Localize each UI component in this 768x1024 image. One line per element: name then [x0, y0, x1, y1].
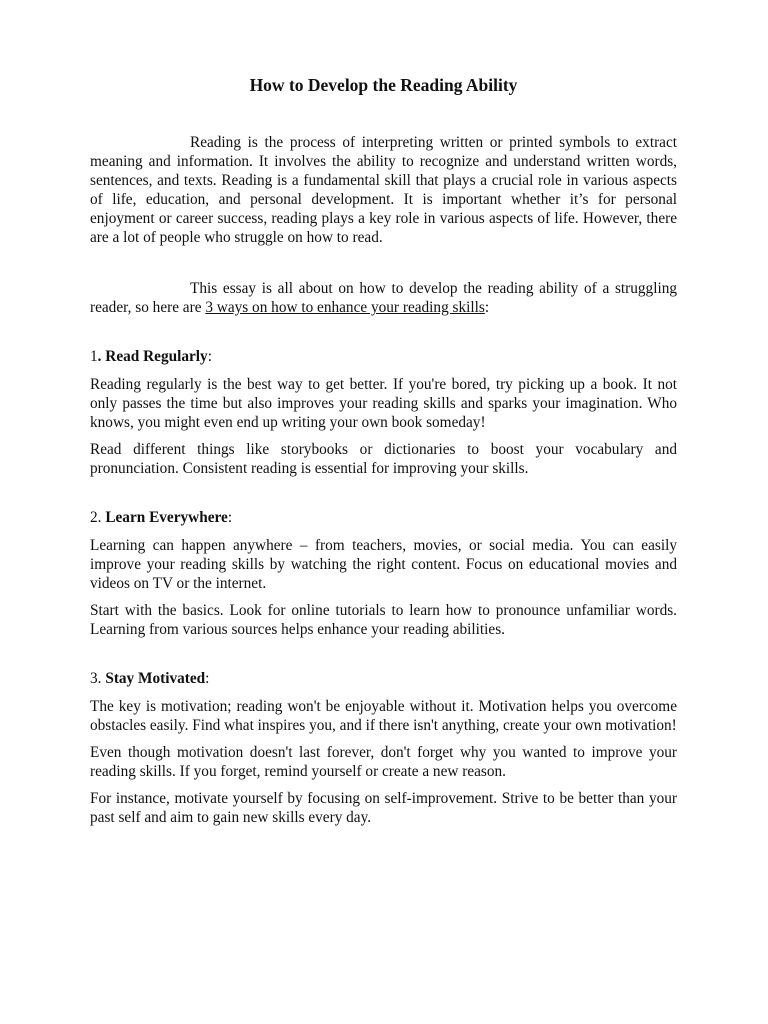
- thesis-underlined-text: 3 ways on how to enhance your reading skills: [205, 299, 485, 316]
- section-paragraph: Reading regularly is the best way to get better. If you're bored, try picking up a book. It not only passes the time but also improves your reading skills and sparks your imagination. Who knows, you might even end up writing your own book someday!: [90, 376, 677, 431]
- section-colon: :: [207, 348, 212, 365]
- section-title: Learn Everywhere: [105, 509, 228, 526]
- section-paragraph: Read different things like storybooks or dictionaries to boost your vocabulary and pronunciation. Consistent reading is essential for improving your skills.: [90, 441, 677, 477]
- section-title: Stay Motivated: [105, 670, 206, 687]
- document-page: [90, 74, 677, 835]
- section-number: 3.: [90, 670, 102, 687]
- section-colon: :: [205, 670, 210, 687]
- section-paragraph: Start with the basics. Look for online tutorials to learn how to pronounce unfamiliar words. Learning from various sources helps enhance your reading abilities.: [90, 602, 677, 638]
- section-title: . Read Regularly: [97, 348, 208, 365]
- thesis-text: This essay is all about on how to develop the reading ability of a struggling reader, so here are: [90, 280, 677, 316]
- intro-paragraph: Reading is the process of interpreting written or printed symbols to extract meaning and information. It involves the ability to recognize and understand written words, sentences, and texts. Reading is a fundamental skill that plays a crucial role in various aspects of life, education, and personal development. It is important whether it’s for personal enjoyment or career success, reading plays a key role in various aspects of life. However, there are a lot of people who struggle on how to read.: [90, 134, 677, 246]
- section-heading-read-regularly: [90, 347, 677, 366]
- thesis-paragraph: [90, 279, 677, 317]
- section-heading-learn-everywhere: [90, 508, 677, 527]
- section-paragraph: Even though motivation doesn't last forever, don't forget why you wanted to improve your reading skills. If you forget, remind yourself or create a new reason.: [90, 744, 677, 780]
- section-heading-stay-motivated: [90, 669, 677, 688]
- document-title: How to Develop the Reading Ability: [249, 75, 518, 95]
- section-number: 2.: [90, 509, 102, 526]
- section-paragraph: For instance, motivate yourself by focusing on self-improvement. Strive to be better than your past self and aim to gain new skills every day.: [90, 790, 677, 826]
- section-paragraph: Learning can happen anywhere – from teachers, movies, or social media. You can easily improve your reading skills by watching the right content. Focus on educational movies and videos on TV or the internet.: [90, 537, 677, 592]
- section-paragraph: The key is motivation; reading won't be enjoyable without it. Motivation helps you overcome obstacles easily. Find what inspires you, and if there isn't anything, create your own motivation!: [90, 698, 677, 734]
- section-number: 1: [90, 348, 98, 365]
- thesis-colon: :: [484, 299, 490, 316]
- section-colon: :: [227, 509, 233, 526]
